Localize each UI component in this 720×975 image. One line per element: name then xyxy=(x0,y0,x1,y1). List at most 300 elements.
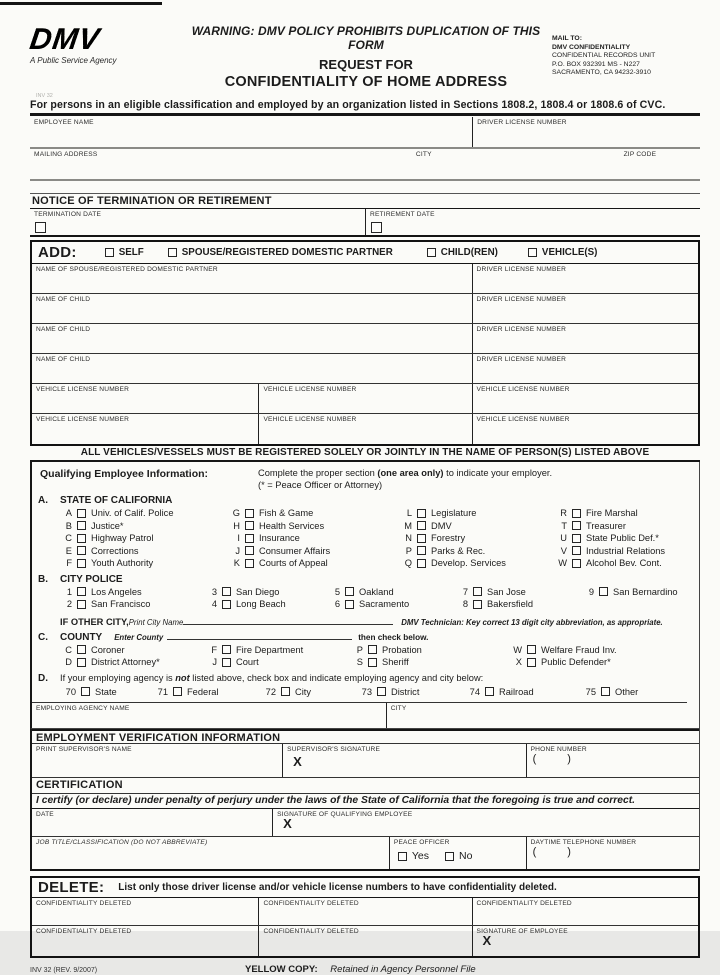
vehicle-license-field[interactable] xyxy=(258,414,471,444)
agency-option[interactable] xyxy=(510,656,617,669)
option-code: C xyxy=(65,644,72,655)
form-number: INV 32 (REV. 9/2007) xyxy=(30,967,98,974)
option-code: F xyxy=(211,644,217,655)
option-label: Coroner xyxy=(91,644,125,655)
option-code: 71 xyxy=(157,686,168,697)
option-code: H xyxy=(233,520,240,531)
supervisor-name-field[interactable] xyxy=(32,744,282,777)
option-label: Fire Marshal xyxy=(586,508,638,519)
checkbox-icon[interactable] xyxy=(81,687,90,696)
agency-option[interactable] xyxy=(555,545,665,558)
checkbox-icon[interactable] xyxy=(245,534,254,543)
checkbox-icon[interactable] xyxy=(473,600,482,609)
checkbox-icon[interactable] xyxy=(345,600,354,609)
termination-date-field[interactable] xyxy=(30,209,365,235)
agency-option[interactable] xyxy=(351,656,510,669)
faint-form-number: INV 32 xyxy=(36,93,53,99)
option-code: K xyxy=(233,558,240,569)
add-header xyxy=(32,242,698,264)
option-code: 1 xyxy=(66,586,72,597)
checkbox-icon[interactable] xyxy=(222,658,231,667)
add-option-children[interactable] xyxy=(427,247,498,258)
county-options-col4 xyxy=(510,644,617,669)
vehicle-license-field[interactable] xyxy=(32,384,258,413)
option-code: 70 xyxy=(65,686,76,697)
agency-option[interactable] xyxy=(400,532,555,545)
employing-agency-row xyxy=(32,702,687,728)
option-label: San Bernardino xyxy=(613,586,678,597)
city-options-col2 xyxy=(205,586,328,611)
section-letter: B. xyxy=(38,573,48,585)
certification-signature-row xyxy=(32,809,699,837)
phone-parentheses: ( ) xyxy=(532,753,585,765)
perjury-statement: I certify (or declare) under penalty of perjury under the laws of the State of California that the foregoing is true and correct. xyxy=(32,793,699,809)
agency-option[interactable] xyxy=(510,644,617,657)
option-label: Public Defender* xyxy=(541,657,611,668)
child-dl-field[interactable] xyxy=(472,324,698,353)
county-options-col1 xyxy=(60,644,205,669)
checkbox-icon[interactable] xyxy=(572,534,581,543)
option-label: Forestry xyxy=(431,533,466,544)
option-code: T xyxy=(561,520,567,531)
employing-agency-label: EMPLOYING AGENCY NAME xyxy=(36,705,130,712)
print-city-name-label: Print City Name xyxy=(128,617,184,627)
checkbox-icon[interactable] xyxy=(345,587,354,596)
option-code: 3 xyxy=(211,586,217,597)
termination-row xyxy=(30,209,700,237)
checkbox-icon[interactable] xyxy=(105,248,114,257)
agency-option[interactable] xyxy=(228,520,400,533)
option-label: Los Angeles xyxy=(91,586,142,597)
section-title: COUNTY xyxy=(60,631,103,643)
date-label: DATE xyxy=(36,811,54,818)
checkbox-icon[interactable] xyxy=(601,687,610,696)
option-label: Consumer Affairs xyxy=(259,545,331,556)
notice-section-title: NOTICE OF TERMINATION OR RETIREMENT xyxy=(30,193,700,209)
form-title-line2: CONFIDENTIALITY OF HOME ADDRESS xyxy=(224,74,508,90)
phone-parentheses: ( ) xyxy=(532,846,585,858)
option-code: J xyxy=(212,657,217,668)
retirement-checkbox[interactable] xyxy=(371,222,382,233)
supervisor-signature-field[interactable] xyxy=(282,744,525,777)
option-code: R xyxy=(560,508,567,519)
checkbox-icon[interactable] xyxy=(572,546,581,555)
section-b-city-police xyxy=(38,574,693,627)
other-city-label: IF OTHER CITY, xyxy=(60,616,129,627)
checkbox-icon[interactable] xyxy=(368,645,377,654)
agency-option[interactable] xyxy=(400,520,555,533)
checkbox-icon[interactable] xyxy=(245,509,254,518)
agency-option[interactable] xyxy=(351,644,510,657)
dmv-tagline: A Public Service Agency xyxy=(30,56,117,65)
signature-x-mark: X xyxy=(482,933,492,948)
option-code: 4 xyxy=(211,599,217,610)
checkbox-icon[interactable] xyxy=(572,509,581,518)
child-name-field[interactable] xyxy=(32,324,472,353)
option-label: Probation xyxy=(382,644,422,655)
option-code: E xyxy=(65,545,72,556)
option-label: Welfare Fraud Inv. xyxy=(541,644,617,655)
checkbox-icon[interactable] xyxy=(281,687,290,696)
state-options-col4 xyxy=(555,507,665,570)
option-label: Highway Patrol xyxy=(91,533,154,544)
agency-option[interactable] xyxy=(60,507,228,520)
agency-option[interactable] xyxy=(555,557,665,570)
checkbox-icon[interactable] xyxy=(168,248,177,257)
child-name-field[interactable] xyxy=(32,294,472,323)
agency-option[interactable] xyxy=(328,598,456,611)
no-label: No xyxy=(458,850,473,862)
option-label: Railroad xyxy=(499,686,534,697)
confidentiality-deleted-label: CONFIDENTIALITY DELETED xyxy=(263,900,359,907)
employee-signature-field[interactable] xyxy=(472,926,698,956)
job-title-field[interactable] xyxy=(32,837,389,869)
option-code: D xyxy=(65,657,72,668)
employee-name-row xyxy=(30,117,700,149)
agency-option[interactable] xyxy=(60,656,205,669)
other-city-input-line[interactable] xyxy=(183,616,393,625)
confidentiality-deleted-field[interactable] xyxy=(32,926,258,956)
spouse-name-field[interactable] xyxy=(32,264,472,293)
agency-option[interactable] xyxy=(205,656,351,669)
dmv-technician-note: Key correct 13 digit city abbreviation, as appropriate. xyxy=(466,617,663,627)
child-name-row xyxy=(32,324,698,354)
option-code: 5 xyxy=(334,586,340,597)
state-options-col3 xyxy=(400,507,555,570)
mail-to-line: P.O. BOX 932391 MS - N227 xyxy=(552,60,640,68)
child-name-field[interactable] xyxy=(32,354,472,383)
certification-section-title: CERTIFICATION xyxy=(36,779,123,791)
checkbox-icon[interactable] xyxy=(398,852,407,861)
checkbox-icon[interactable] xyxy=(445,852,454,861)
confidentiality-deleted-field[interactable] xyxy=(32,898,258,925)
option-label: San Jose xyxy=(487,586,526,597)
employee-signature-label: SIGNATURE OF EMPLOYEE xyxy=(476,928,568,935)
agency-option[interactable] xyxy=(464,686,580,699)
option-label: City xyxy=(295,686,312,697)
option-code: N xyxy=(405,533,412,544)
option-code: P xyxy=(405,545,412,556)
checkbox-icon[interactable] xyxy=(245,521,254,530)
option-label: Legislature xyxy=(431,508,477,519)
checkbox-icon[interactable] xyxy=(173,687,182,696)
checkbox-icon[interactable] xyxy=(527,645,536,654)
mailing-address-field[interactable] xyxy=(30,149,412,179)
option-label: Other xyxy=(615,686,639,697)
agency-option[interactable] xyxy=(228,557,400,570)
option-label: Develop. Services xyxy=(431,558,506,569)
checkbox-icon[interactable] xyxy=(599,587,608,596)
qualifying-employee-signature-field[interactable] xyxy=(272,809,699,836)
agency-option[interactable] xyxy=(456,598,582,611)
option-code: P xyxy=(356,644,363,655)
option-code: V xyxy=(560,545,567,556)
form-footer xyxy=(30,964,700,975)
add-option-spouse[interactable] xyxy=(168,247,393,258)
checkbox-icon[interactable] xyxy=(222,645,231,654)
supervisor-name-label: PRINT SUPERVISOR'S NAME xyxy=(36,746,132,753)
mail-to-label: MAIL TO: xyxy=(552,35,582,42)
confidentiality-deleted-label: CONFIDENTIALITY DELETED xyxy=(476,900,572,907)
checkbox-icon[interactable] xyxy=(77,587,86,596)
vehicle-license-field[interactable] xyxy=(258,384,471,413)
retirement-date-field[interactable] xyxy=(365,209,700,235)
driver-license-field[interactable] xyxy=(472,117,700,147)
scan-artifact-line xyxy=(0,2,162,5)
option-label: Corrections xyxy=(91,545,139,556)
checkbox-icon[interactable] xyxy=(417,546,426,555)
agency-option[interactable] xyxy=(205,644,351,657)
option-label: State Public Def.* xyxy=(586,533,659,544)
yellow-copy-note: Retained in Agency Personnel File xyxy=(330,964,476,975)
agency-option[interactable] xyxy=(555,507,665,520)
checkbox-icon[interactable] xyxy=(572,521,581,530)
checkbox-icon[interactable] xyxy=(222,587,231,596)
option-code: 9 xyxy=(588,586,594,597)
checkbox-icon[interactable] xyxy=(77,546,86,555)
option-label: San Diego xyxy=(236,586,280,597)
agency-option[interactable] xyxy=(228,532,400,545)
confidentiality-deleted-field[interactable] xyxy=(258,926,471,956)
vehicle-license-label: VEHICLE LICENSE NUMBER xyxy=(36,416,130,423)
section-d-text: If your employing agency is not listed above, check box and indicate employing agency and city below: xyxy=(60,672,484,683)
agency-option[interactable] xyxy=(400,557,555,570)
agency-option[interactable] xyxy=(555,520,665,533)
qualifying-instructions xyxy=(258,468,552,491)
confidentiality-deleted-field[interactable] xyxy=(258,898,471,925)
confidentiality-deleted-row xyxy=(32,898,698,926)
option-code: 7 xyxy=(462,586,468,597)
termination-checkbox[interactable] xyxy=(35,222,46,233)
option-label: Univ. of Calif. Police xyxy=(91,508,174,519)
checkbox-icon[interactable] xyxy=(77,600,86,609)
add-option-vehicles[interactable] xyxy=(528,247,598,258)
checkbox-icon[interactable] xyxy=(527,658,536,667)
checkbox-icon[interactable] xyxy=(245,559,254,568)
option-label: Alcohol Bev. Cont. xyxy=(586,558,662,569)
agency-option[interactable] xyxy=(152,686,260,699)
zip-code-label: ZIP CODE xyxy=(623,151,657,158)
county-input-line[interactable] xyxy=(167,631,352,640)
checkbox-icon[interactable] xyxy=(368,658,377,667)
vehicle-license-field[interactable] xyxy=(472,384,698,413)
checkbox-icon[interactable] xyxy=(427,248,436,257)
agency-option[interactable] xyxy=(260,686,356,699)
vehicle-license-row xyxy=(32,384,698,414)
option-label: Insurance xyxy=(259,533,300,544)
agency-option[interactable] xyxy=(228,507,400,520)
checkbox-icon[interactable] xyxy=(417,534,426,543)
agency-option[interactable] xyxy=(60,686,152,699)
option-code: U xyxy=(560,533,567,544)
mailing-address-label: MAILING ADDRESS xyxy=(34,151,98,158)
eligibility-statement: For persons in an eligible classification and employed by an organization listed in Sections 1808.2, 1808.4 or 1808.6 of CVC. xyxy=(30,99,700,116)
option-code: M xyxy=(404,520,412,531)
child-dl-field[interactable] xyxy=(472,294,698,323)
agency-option[interactable] xyxy=(356,686,464,699)
employing-agency-field[interactable] xyxy=(32,703,386,728)
daytime-phone-field[interactable] xyxy=(526,837,699,869)
city-field[interactable] xyxy=(412,149,620,179)
checkbox-icon[interactable] xyxy=(77,559,86,568)
option-code: 75 xyxy=(585,686,596,697)
option-label: Parks & Rec. xyxy=(431,545,486,556)
delete-section xyxy=(30,876,700,958)
vehicle-license-label: VEHICLE LICENSE NUMBER xyxy=(476,386,570,393)
option-label: District Attorney* xyxy=(91,657,160,668)
form-header xyxy=(27,23,700,90)
confidentiality-deleted-field[interactable] xyxy=(472,898,698,925)
checkbox-icon[interactable] xyxy=(222,600,231,609)
option-label: SELF xyxy=(118,247,144,258)
vehicles-registration-banner: ALL VEHICLES/VESSELS MUST BE REGISTERED SOLELY OR JOINTLY IN THE NAME OF PERSON(S) LISTED ABOVE xyxy=(30,446,700,462)
peace-officer-yes[interactable] xyxy=(398,850,429,862)
phone-number-field[interactable] xyxy=(526,744,699,777)
checkbox-icon[interactable] xyxy=(377,687,386,696)
option-code: Q xyxy=(404,558,412,569)
employment-section-title: EMPLOYMENT VERIFICATION INFORMATION xyxy=(32,729,699,744)
checkbox-icon[interactable] xyxy=(528,248,537,257)
supervisor-signature-label: SUPERVISOR'S SIGNATURE xyxy=(287,746,381,753)
confidentiality-deleted-label: CONFIDENTIALITY DELETED xyxy=(36,928,132,935)
section-d-other xyxy=(38,673,693,729)
mailing-address-row xyxy=(30,149,700,181)
vehicle-license-field[interactable] xyxy=(472,414,698,444)
option-code: S xyxy=(356,657,363,668)
yellow-copy-label: YELLOW COPY: xyxy=(245,964,318,975)
option-label: Health Services xyxy=(259,520,325,531)
other-agency-options xyxy=(60,686,693,699)
peace-officer-note: (* = Peace Officer or Attorney) xyxy=(258,479,383,490)
zip-code-field[interactable] xyxy=(620,149,700,179)
employment-row xyxy=(32,744,699,778)
checkbox-icon[interactable] xyxy=(77,509,86,518)
agency-option[interactable] xyxy=(60,557,228,570)
checkbox-icon[interactable] xyxy=(572,559,581,568)
option-label: Courts of Appeal xyxy=(259,558,328,569)
phone-number-label: PHONE NUMBER xyxy=(530,746,587,753)
checkbox-icon[interactable] xyxy=(245,546,254,555)
county-options-col2 xyxy=(205,644,351,669)
option-code: A xyxy=(65,508,72,519)
delete-label: DELETE: xyxy=(38,879,105,896)
option-label: Industrial Relations xyxy=(586,545,666,556)
agency-option[interactable] xyxy=(400,507,555,520)
employment-certification-block xyxy=(30,729,700,871)
vehicle-license-label: VEHICLE LICENSE NUMBER xyxy=(36,386,130,393)
agency-option[interactable] xyxy=(60,586,205,599)
qualifying-employee-signature-label: SIGNATURE OF QUALIFYING EMPLOYEE xyxy=(277,811,413,818)
agency-option[interactable] xyxy=(60,545,228,558)
peace-officer-no[interactable] xyxy=(445,850,472,862)
agency-option[interactable] xyxy=(400,545,555,558)
driver-license-label: DRIVER LICENSE NUMBER xyxy=(476,296,567,303)
checkbox-icon[interactable] xyxy=(473,587,482,596)
checkbox-icon[interactable] xyxy=(485,687,494,696)
agency-option[interactable] xyxy=(580,686,638,699)
vehicle-license-field[interactable] xyxy=(32,414,258,444)
vehicle-license-label: VEHICLE LICENSE NUMBER xyxy=(263,386,357,393)
peace-officer-label: PEACE OFFICER xyxy=(393,839,450,846)
option-label: State xyxy=(95,686,117,697)
option-code: 72 xyxy=(265,686,276,697)
qualifying-heading: Qualifying Employee Information: xyxy=(40,468,209,480)
option-code: C xyxy=(65,533,72,544)
add-option-self[interactable] xyxy=(105,247,144,258)
section-a-state xyxy=(38,495,693,570)
driver-license-label: DRIVER LICENSE NUMBER xyxy=(476,326,567,333)
state-options-col2 xyxy=(228,507,400,570)
checkbox-icon[interactable] xyxy=(77,645,86,654)
dmv-technician-label: DMV Technician: xyxy=(401,617,464,627)
checkbox-icon[interactable] xyxy=(77,521,86,530)
agency-option[interactable] xyxy=(205,586,328,599)
agency-option[interactable] xyxy=(60,532,228,545)
agency-option[interactable] xyxy=(60,598,205,611)
agency-option[interactable] xyxy=(205,598,328,611)
yes-label: Yes xyxy=(411,850,429,862)
employee-name-label: EMPLOYEE NAME xyxy=(34,119,94,126)
checkbox-icon[interactable] xyxy=(417,559,426,568)
option-label: Sacramento xyxy=(359,599,410,610)
agency-option[interactable] xyxy=(228,545,400,558)
option-code: 2 xyxy=(66,599,72,610)
mail-to-line: DMV CONFIDENTIALITY xyxy=(552,43,631,51)
dmv-logo: DMV xyxy=(28,26,106,54)
agency-city-label: CITY xyxy=(390,705,407,712)
qualifying-section xyxy=(30,462,700,729)
checkbox-icon[interactable] xyxy=(417,521,426,530)
termination-date-label: TERMINATION DATE xyxy=(34,211,102,218)
section-title: CITY POLICE xyxy=(60,573,123,585)
agency-option[interactable] xyxy=(582,586,678,599)
checkbox-icon[interactable] xyxy=(417,509,426,518)
option-code: W xyxy=(513,644,522,655)
option-label: Justice* xyxy=(91,520,124,531)
spouse-dl-field[interactable] xyxy=(472,264,698,293)
agency-city-field[interactable] xyxy=(386,703,687,728)
delete-header xyxy=(32,878,698,898)
checkbox-icon[interactable] xyxy=(77,658,86,667)
section-letter: C. xyxy=(38,631,48,643)
checkbox-icon[interactable] xyxy=(77,534,86,543)
agency-option[interactable] xyxy=(456,586,582,599)
peace-officer-field xyxy=(389,837,526,869)
city-options-col4 xyxy=(456,586,582,611)
date-field[interactable] xyxy=(32,809,272,836)
then-check-label: then check below. xyxy=(358,632,429,642)
city-options-col1 xyxy=(60,586,205,611)
option-label: DMV xyxy=(431,520,452,531)
county-options-col3 xyxy=(351,644,510,669)
option-code: W xyxy=(558,558,567,569)
child-dl-field[interactable] xyxy=(472,354,698,383)
child-name-label: NAME OF CHILD xyxy=(36,326,91,333)
employee-name-field[interactable] xyxy=(30,117,472,147)
option-code: 74 xyxy=(469,686,480,697)
option-label: Fish & Game xyxy=(259,508,314,519)
agency-option[interactable] xyxy=(60,520,228,533)
mail-to-line: CONFIDENTIAL RECORDS UNIT xyxy=(552,52,656,60)
vehicle-license-label: VEHICLE LICENSE NUMBER xyxy=(476,416,570,423)
instruction-text: Complete the proper section xyxy=(258,468,378,478)
agency-option[interactable] xyxy=(60,644,205,657)
option-code: L xyxy=(406,508,412,519)
agency-option[interactable] xyxy=(555,532,665,545)
option-label: San Francisco xyxy=(91,599,151,610)
instruction-bold: (one area only) xyxy=(377,468,444,478)
agency-option[interactable] xyxy=(328,586,456,599)
